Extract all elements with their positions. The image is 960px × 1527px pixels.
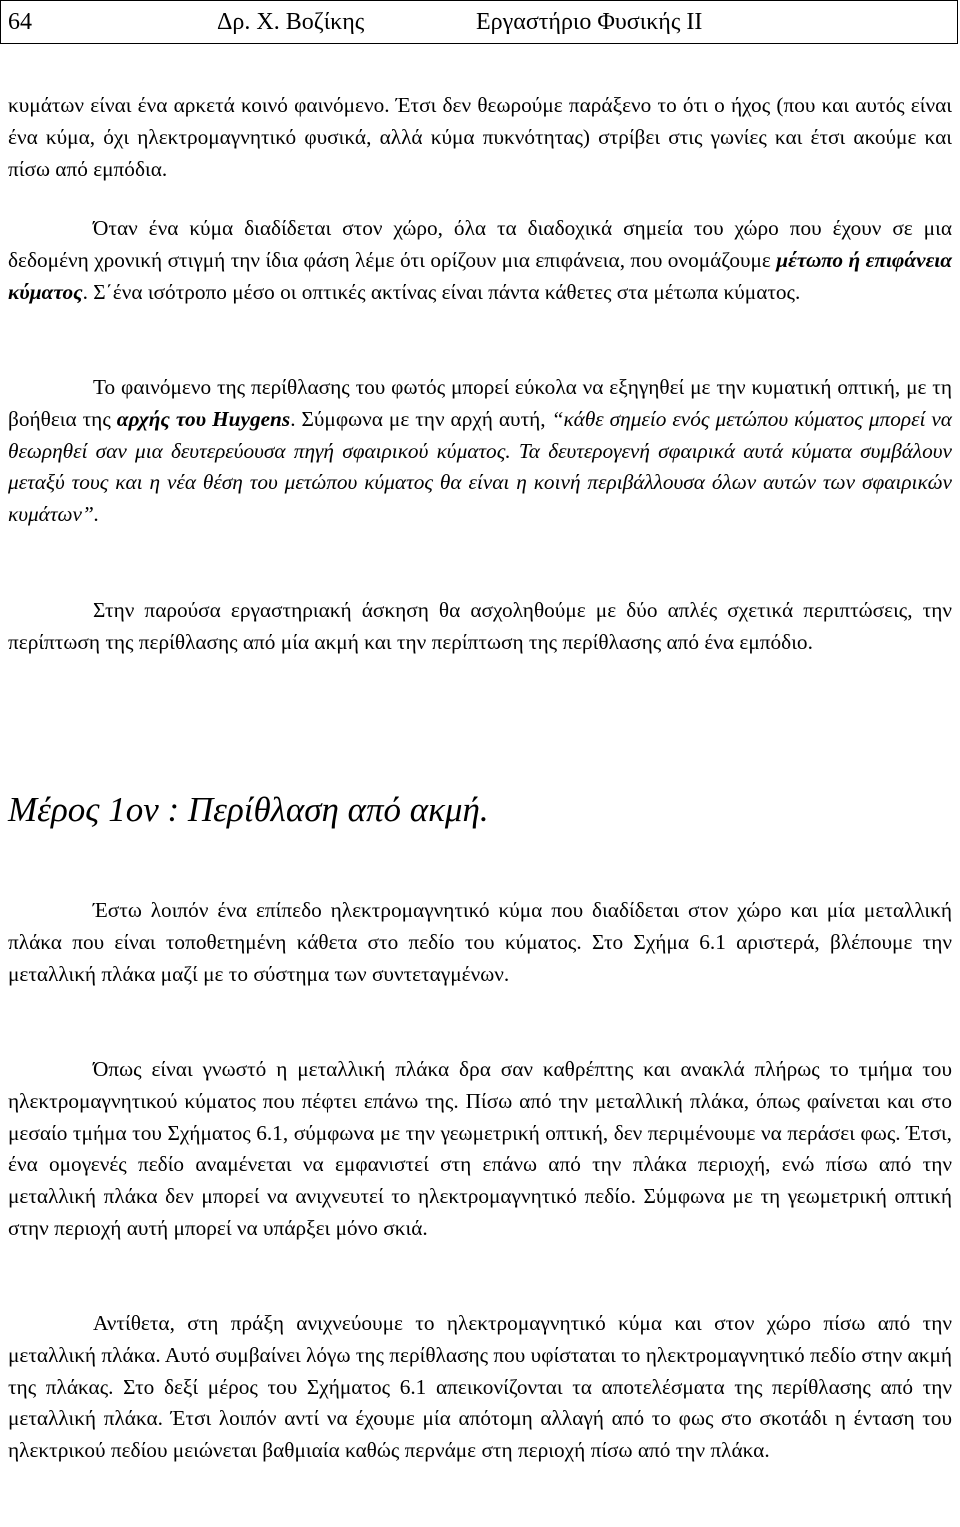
- paragraph-exercise-intro: Στην παρούσα εργαστηριακή άσκηση θα ασχοληθούμε με δύο απλές σχετικά περιπτώσεις, την περίπτωση της περίθλασης από μία ακμή και την περίπτωση της περίθλασης από ένα εμπόδιο.: [8, 598, 952, 654]
- paragraph-1: κυμάτων είναι ένα αρκετά κοινό φαινόμενο. Έτσι δεν θεωρούμε παράξενο το ότι ο ήχος (που και αυτός είναι ένα κύμα, όχι ηλεκτρομαγνητικό φυσικά, αλλά κύμα πυκνότητας) στρίβει στις γωνίες και έτσι ακούμε και πίσω από εμπόδια.: [8, 93, 952, 181]
- huygens-quote: “κάθε σημείο ενός μετώπου κύματος μπορεί να θεωρηθεί σαν μια δευτερεύουσα πηγή σφαιρικού κύματος. Τα δευτερογενή σφαιρικά αυτά κύματα συμβάλουν μεταξύ τους και η νέα θέση του μετώπου κύματος θα είναι η κοινή περιβάλλουσα όλων αυτών των σφαιρικών κυμάτων”.: [8, 406, 952, 527]
- paragraph-geometric-optics: Όπως είναι γνωστό η μεταλλική πλάκα δρα σαν καθρέπτης και ανακλά πλήρως το τμήμα του ηλεκτρομαγνητικού κύματος που πέφτει επάνω της. Πίσω από την μεταλλική πλάκα, όπως φαίνεται και στο μεσαίο τμήμα του Σχήματος 6.1, σύμφωνα με την γεωμετρική οπτική, δεν περιμένουμε να περάσει φως. Έτσι, ένα ομογενές πεδίο αναμένεται να εμφανιστεί στη επάνω από την πλάκα περιοχή, ενώ πίσω από την μεταλλική πλάκα δεν μπορεί να ανιχνευτεί το ηλεκτρομαγνητικό πεδίο. Σύμφωνα με τη γεωμετρική οπτική στην περιοχή αυτή μπορεί να υπάρξει μόνο σκιά.: [8, 1057, 952, 1240]
- paragraph-diffraction-result: Αντίθετα, στη πράξη ανιχνεύουμε το ηλεκτρομαγνητικό κύμα και στον χώρο πίσω από την μεταλλική πλάκα. Αυτό συμβαίνει λόγω της περίθλασης που υφίσταται το ηλεκτρομαγνητικό πεδίο στην ακμή της πλάκας. Στο δεξί μέρος του Σχήματος 6.1 απεικονίζονται τα αποτελέσματα της περίθλασης από την μεταλλική πλάκα. Έτσι λοιπόν αντί να έχουμε μία απότομη αλλαγή από το φως στο σκοτάδι η ένταση του ηλεκτρικού πεδίου μειώνεται βαθμιαία καθώς περνάμε στη περιοχή πίσω από την πλάκα.: [8, 1311, 952, 1463]
- paragraph-wavefront-text: Όταν ένα κύμα διαδίδεται στον χώρο, όλα τα διαδοχικά σημεία του χώρο που έχουν σε μια δεδομένη χρονική στιγμή την ίδια φάση λέμε ότι ορίζουν μια επιφάνεια, που ονομάζουμε: [8, 216, 952, 272]
- page-header: [0, 0, 958, 44]
- page-number: 64: [8, 9, 32, 35]
- wavefront-term: μέτωπο ή επιφάνεια κύματος: [8, 247, 952, 304]
- paragraph-plate: Έστω λοιπόν ένα επίπεδο ηλεκτρομαγνητικό κύμα που διαδίδεται στον χώρο και μία μεταλλική πλάκα που είναι τοποθετημένη κάθετα στο πεδίο του κύματος. Στο Σχήμα 6.1 αριστερά, βλέπουμε την μεταλλική πλάκα μαζί με το σύστημα των συντεταγμένων.: [8, 898, 952, 986]
- section-title: Μέρος 1ον : Περίθλαση από ακμή.: [8, 790, 489, 829]
- paragraph-wavefront: [8, 213, 952, 308]
- header-course: Εργαστήριο Φυσικής ΙΙ: [476, 9, 703, 35]
- paragraph-huygens-mid: . Σύμφωνα με την αρχή αυτή,: [290, 406, 552, 431]
- header-author: Δρ. Χ. Βοζίκης: [217, 9, 365, 35]
- huygens-term: αρχής του Huygens: [116, 406, 291, 431]
- paragraph-wavefront-tail: . Σ΄ένα ισότροπο μέσο οι οπτικές ακτίνας είναι πάντα κάθετες στα μέτωπα κύματος.: [82, 279, 801, 304]
- paragraph-huygens: [8, 372, 952, 531]
- paragraph-huygens-text: Το φαινόμενο της περίθλασης του φωτός μπορεί εύκολα να εξηγηθεί με την κυματική οπτική, με τη βοήθεια της: [8, 375, 952, 431]
